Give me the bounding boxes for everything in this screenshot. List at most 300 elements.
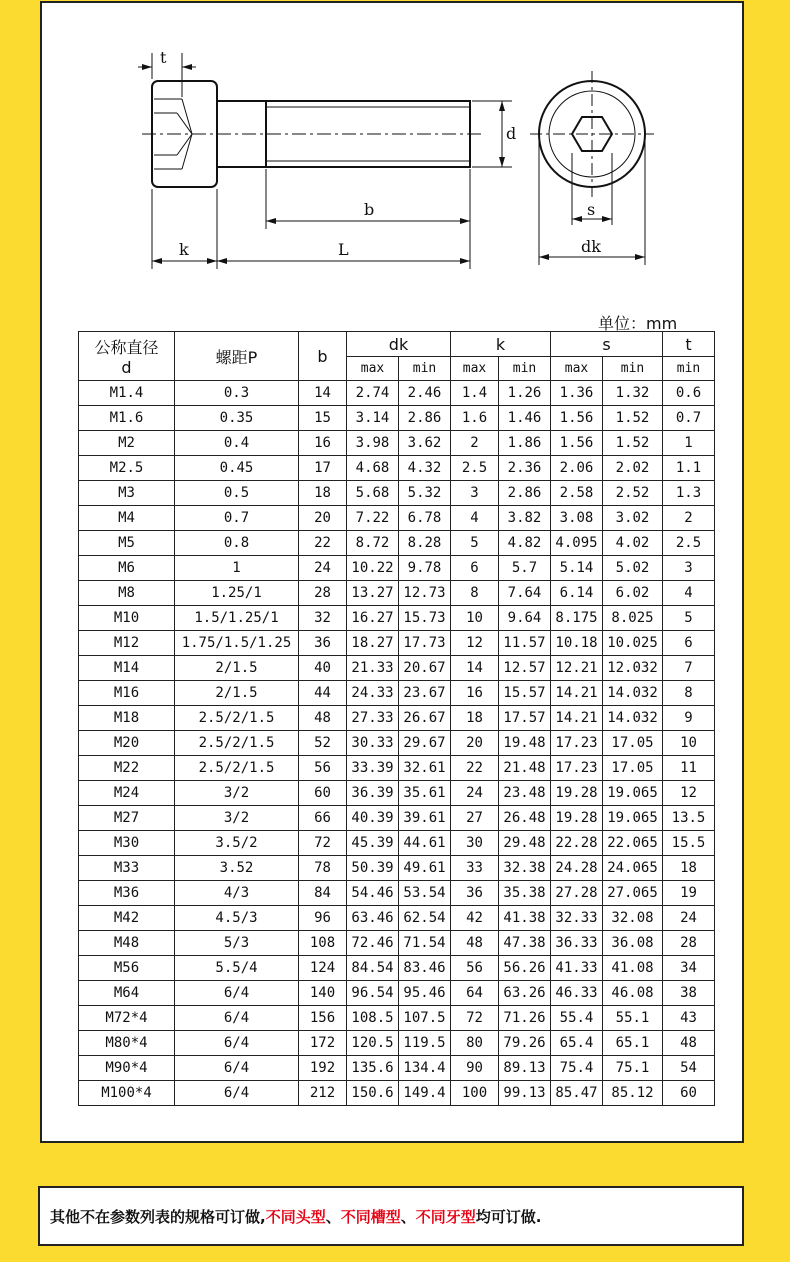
table-cell: 84.54 bbox=[347, 956, 399, 981]
table-row bbox=[79, 781, 715, 806]
table-cell: 47.38 bbox=[499, 931, 551, 956]
table-cell: 72 bbox=[451, 1006, 499, 1031]
table-cell: 18 bbox=[299, 481, 347, 506]
header-t: t bbox=[663, 332, 715, 357]
table-cell: 2.5/2/1.5 bbox=[175, 731, 299, 756]
table-cell: 14.032 bbox=[603, 681, 663, 706]
table-cell: 3.14 bbox=[347, 406, 399, 431]
table-cell: 48 bbox=[663, 1031, 715, 1056]
table-cell: 24.065 bbox=[603, 856, 663, 881]
table-cell: 107.5 bbox=[399, 1006, 451, 1031]
table-cell: 0.7 bbox=[175, 506, 299, 531]
table-cell: 1.52 bbox=[603, 406, 663, 431]
table-cell: 0.5 bbox=[175, 481, 299, 506]
table-cell: 7.64 bbox=[499, 581, 551, 606]
table-cell: 3.52 bbox=[175, 856, 299, 881]
table-cell: 96 bbox=[299, 906, 347, 931]
table-cell: 4 bbox=[663, 581, 715, 606]
table-cell: 26.48 bbox=[499, 806, 551, 831]
table-cell: 1.1 bbox=[663, 456, 715, 481]
table-cell: 19 bbox=[663, 881, 715, 906]
table-cell: 32.61 bbox=[399, 756, 451, 781]
table-cell: 32 bbox=[299, 606, 347, 631]
table-cell: 12.21 bbox=[551, 656, 603, 681]
table-cell: 28 bbox=[299, 581, 347, 606]
table-cell: 60 bbox=[663, 1081, 715, 1106]
footer-text-thread-types: 不同牙型 bbox=[415, 1207, 476, 1226]
table-cell: 54.46 bbox=[347, 881, 399, 906]
table-cell: 1.26 bbox=[499, 381, 551, 406]
table-cell: 83.46 bbox=[399, 956, 451, 981]
table-cell: 15.73 bbox=[399, 606, 451, 631]
header-k-max: max bbox=[451, 357, 499, 381]
footer-text-2: 均可订做. bbox=[475, 1207, 542, 1226]
table-cell: 4.82 bbox=[499, 531, 551, 556]
table-cell: 149.4 bbox=[399, 1081, 451, 1106]
footer-separator-1: 、 bbox=[325, 1207, 341, 1226]
table-cell: 5.32 bbox=[399, 481, 451, 506]
table-cell: 212 bbox=[299, 1081, 347, 1106]
table-cell: 2/1.5 bbox=[175, 656, 299, 681]
table-cell: 75.4 bbox=[551, 1056, 603, 1081]
table-cell: M22 bbox=[79, 756, 175, 781]
table-cell: 4 bbox=[451, 506, 499, 531]
table-cell: 2.5/2/1.5 bbox=[175, 706, 299, 731]
header-d bbox=[79, 332, 175, 381]
table-cell: 15.57 bbox=[499, 681, 551, 706]
table-cell: 40 bbox=[299, 656, 347, 681]
table-cell: 2.74 bbox=[347, 381, 399, 406]
table-cell: M64 bbox=[79, 981, 175, 1006]
header-k-min: min bbox=[499, 357, 551, 381]
table-cell: 56.26 bbox=[499, 956, 551, 981]
table-row bbox=[79, 1056, 715, 1081]
header-s-max: max bbox=[551, 357, 603, 381]
table-cell: 3 bbox=[663, 556, 715, 581]
table-cell: 39.61 bbox=[399, 806, 451, 831]
table-cell: 78 bbox=[299, 856, 347, 881]
table-cell: 33 bbox=[451, 856, 499, 881]
table-cell: 56 bbox=[299, 756, 347, 781]
table-cell: 5 bbox=[451, 531, 499, 556]
table-cell: 14 bbox=[299, 381, 347, 406]
header-pitch: 螺距P bbox=[175, 332, 299, 381]
table-cell: 6/4 bbox=[175, 1031, 299, 1056]
footer-note bbox=[38, 1186, 744, 1246]
table-cell: 4.02 bbox=[603, 531, 663, 556]
table-cell: 134.4 bbox=[399, 1056, 451, 1081]
header-b: b bbox=[299, 332, 347, 381]
table-cell: 22 bbox=[451, 756, 499, 781]
table-cell: 1.6 bbox=[451, 406, 499, 431]
table-cell: 36.08 bbox=[603, 931, 663, 956]
table-cell: M33 bbox=[79, 856, 175, 881]
table-cell: 4.32 bbox=[399, 456, 451, 481]
table-cell: 24 bbox=[663, 906, 715, 931]
table-cell: 2.58 bbox=[551, 481, 603, 506]
footer-text-slot-types: 不同槽型 bbox=[340, 1207, 401, 1226]
table-cell: 32.38 bbox=[499, 856, 551, 881]
footer-separator-2: 、 bbox=[400, 1207, 416, 1226]
table-cell: 19.48 bbox=[499, 731, 551, 756]
table-cell: 7.22 bbox=[347, 506, 399, 531]
table-row bbox=[79, 706, 715, 731]
table-cell: 5.7 bbox=[499, 556, 551, 581]
table-cell: M80*4 bbox=[79, 1031, 175, 1056]
table-row bbox=[79, 881, 715, 906]
table-cell: 0.4 bbox=[175, 431, 299, 456]
table-cell: 3/2 bbox=[175, 781, 299, 806]
table-cell: 9 bbox=[663, 706, 715, 731]
header-dk-max: max bbox=[347, 357, 399, 381]
table-cell: 23.67 bbox=[399, 681, 451, 706]
table-cell: 13.5 bbox=[663, 806, 715, 831]
table-cell: 53.54 bbox=[399, 881, 451, 906]
table-row bbox=[79, 506, 715, 531]
table-cell: 85.47 bbox=[551, 1081, 603, 1106]
spec-table bbox=[78, 331, 715, 1106]
table-cell: 46.33 bbox=[551, 981, 603, 1006]
table-cell: 30.33 bbox=[347, 731, 399, 756]
table-cell: 29.67 bbox=[399, 731, 451, 756]
table-cell: 22 bbox=[299, 531, 347, 556]
table-cell: M5 bbox=[79, 531, 175, 556]
table-cell: 120.5 bbox=[347, 1031, 399, 1056]
table-cell: 6.14 bbox=[551, 581, 603, 606]
table-row bbox=[79, 631, 715, 656]
table-cell: 84 bbox=[299, 881, 347, 906]
table-cell: 108 bbox=[299, 931, 347, 956]
label-b: b bbox=[364, 200, 375, 219]
table-cell: 14 bbox=[451, 656, 499, 681]
table-cell: 100 bbox=[451, 1081, 499, 1106]
table-cell: 21.48 bbox=[499, 756, 551, 781]
table-cell: 2.5 bbox=[663, 531, 715, 556]
table-cell: 13.27 bbox=[347, 581, 399, 606]
label-s: s bbox=[587, 200, 596, 219]
table-cell: 80 bbox=[451, 1031, 499, 1056]
label-k: k bbox=[179, 240, 189, 259]
table-cell: 23.48 bbox=[499, 781, 551, 806]
table-cell: 1.5/1.25/1 bbox=[175, 606, 299, 631]
table-cell: 3/2 bbox=[175, 806, 299, 831]
table-cell: 27 bbox=[451, 806, 499, 831]
table-cell: 1.86 bbox=[499, 431, 551, 456]
table-cell: 50.39 bbox=[347, 856, 399, 881]
table-row bbox=[79, 1031, 715, 1056]
table-cell: 9.64 bbox=[499, 606, 551, 631]
table-cell: 15 bbox=[299, 406, 347, 431]
table-cell: 17.23 bbox=[551, 756, 603, 781]
table-row bbox=[79, 981, 715, 1006]
table-row bbox=[79, 956, 715, 981]
table-cell: M1.6 bbox=[79, 406, 175, 431]
table-cell: 44.61 bbox=[399, 831, 451, 856]
table-cell: 99.13 bbox=[499, 1081, 551, 1106]
table-cell: 0.35 bbox=[175, 406, 299, 431]
table-cell: 36.39 bbox=[347, 781, 399, 806]
table-cell: 8.025 bbox=[603, 606, 663, 631]
header-s-min: min bbox=[603, 357, 663, 381]
table-cell: 54 bbox=[663, 1056, 715, 1081]
table-row bbox=[79, 806, 715, 831]
table-cell: 17.05 bbox=[603, 731, 663, 756]
table-cell: 3.02 bbox=[603, 506, 663, 531]
header-d-bottom: d bbox=[121, 358, 132, 377]
table-cell: 8.72 bbox=[347, 531, 399, 556]
table-cell: 64 bbox=[451, 981, 499, 1006]
table-cell: 17.57 bbox=[499, 706, 551, 731]
table-cell: 41.08 bbox=[603, 956, 663, 981]
table-cell: 19.28 bbox=[551, 806, 603, 831]
table-cell: M24 bbox=[79, 781, 175, 806]
table-cell: 1 bbox=[663, 431, 715, 456]
table-cell: 41.38 bbox=[499, 906, 551, 931]
table-cell: 29.48 bbox=[499, 831, 551, 856]
table-cell: 12.57 bbox=[499, 656, 551, 681]
table-row bbox=[79, 481, 715, 506]
table-row bbox=[79, 731, 715, 756]
table-cell: M8 bbox=[79, 581, 175, 606]
table-cell: M16 bbox=[79, 681, 175, 706]
table-cell: 0.7 bbox=[663, 406, 715, 431]
table-cell: 45.39 bbox=[347, 831, 399, 856]
table-cell: 5.14 bbox=[551, 556, 603, 581]
table-cell: M12 bbox=[79, 631, 175, 656]
table-cell: 2.06 bbox=[551, 456, 603, 481]
table-cell: 1.56 bbox=[551, 406, 603, 431]
table-cell: 44 bbox=[299, 681, 347, 706]
table-cell: 35.38 bbox=[499, 881, 551, 906]
table-cell: 16 bbox=[299, 431, 347, 456]
table-cell: 1.36 bbox=[551, 381, 603, 406]
table-cell: 2 bbox=[663, 506, 715, 531]
table-cell: 8 bbox=[451, 581, 499, 606]
header-t-min: min bbox=[663, 357, 715, 381]
table-cell: 12 bbox=[663, 781, 715, 806]
table-cell: 150.6 bbox=[347, 1081, 399, 1106]
table-cell: 46.08 bbox=[603, 981, 663, 1006]
table-cell: M10 bbox=[79, 606, 175, 631]
table-cell: 14.032 bbox=[603, 706, 663, 731]
table-cell: 3 bbox=[451, 481, 499, 506]
table-cell: 19.065 bbox=[603, 781, 663, 806]
table-cell: 4.5/3 bbox=[175, 906, 299, 931]
table-cell: 1.4 bbox=[451, 381, 499, 406]
table-cell: M42 bbox=[79, 906, 175, 931]
header-dk-min: min bbox=[399, 357, 451, 381]
table-row bbox=[79, 1081, 715, 1106]
table-cell: 1.32 bbox=[603, 381, 663, 406]
table-cell: 172 bbox=[299, 1031, 347, 1056]
table-cell: 10.025 bbox=[603, 631, 663, 656]
table-cell: 79.26 bbox=[499, 1031, 551, 1056]
table-cell: 34 bbox=[663, 956, 715, 981]
table-cell: 6/4 bbox=[175, 1081, 299, 1106]
table-cell: 6.02 bbox=[603, 581, 663, 606]
table-cell: 48 bbox=[451, 931, 499, 956]
table-cell: 21.33 bbox=[347, 656, 399, 681]
table-cell: 10 bbox=[451, 606, 499, 631]
table-cell: 2.5 bbox=[451, 456, 499, 481]
table-cell: 32.33 bbox=[551, 906, 603, 931]
table-cell: 42 bbox=[451, 906, 499, 931]
table-cell: 3.5/2 bbox=[175, 831, 299, 856]
table-cell: 2/1.5 bbox=[175, 681, 299, 706]
table-cell: M2 bbox=[79, 431, 175, 456]
table-cell: 0.45 bbox=[175, 456, 299, 481]
table-cell: 3.08 bbox=[551, 506, 603, 531]
table-row bbox=[79, 456, 715, 481]
table-cell: 43 bbox=[663, 1006, 715, 1031]
table-cell: 6.78 bbox=[399, 506, 451, 531]
table-cell: 95.46 bbox=[399, 981, 451, 1006]
table-cell: 17.73 bbox=[399, 631, 451, 656]
bolt-drawing bbox=[42, 3, 742, 303]
table-cell: 27.065 bbox=[603, 881, 663, 906]
table-cell: 1 bbox=[175, 556, 299, 581]
table-cell: 96.54 bbox=[347, 981, 399, 1006]
table-cell: 22.065 bbox=[603, 831, 663, 856]
table-cell: 19.065 bbox=[603, 806, 663, 831]
table-cell: 63.46 bbox=[347, 906, 399, 931]
table-cell: 62.54 bbox=[399, 906, 451, 931]
table-cell: 60 bbox=[299, 781, 347, 806]
table-cell: 7 bbox=[663, 656, 715, 681]
table-cell: 49.61 bbox=[399, 856, 451, 881]
table-cell: M30 bbox=[79, 831, 175, 856]
table-cell: 3.98 bbox=[347, 431, 399, 456]
table-cell: 12 bbox=[451, 631, 499, 656]
table-cell: 119.5 bbox=[399, 1031, 451, 1056]
table-cell: 2.5/2/1.5 bbox=[175, 756, 299, 781]
table-cell: 32.08 bbox=[603, 906, 663, 931]
label-L: L bbox=[338, 240, 349, 259]
table-cell: 6/4 bbox=[175, 1056, 299, 1081]
table-cell: M4 bbox=[79, 506, 175, 531]
table-cell: 24.33 bbox=[347, 681, 399, 706]
table-row bbox=[79, 831, 715, 856]
header-dk: dk bbox=[347, 332, 451, 357]
table-cell: 72.46 bbox=[347, 931, 399, 956]
table-cell: 63.26 bbox=[499, 981, 551, 1006]
table-cell: M6 bbox=[79, 556, 175, 581]
table-cell: 192 bbox=[299, 1056, 347, 1081]
table-cell: 20 bbox=[299, 506, 347, 531]
table-cell: 0.8 bbox=[175, 531, 299, 556]
table-cell: 55.1 bbox=[603, 1006, 663, 1031]
table-cell: 12.73 bbox=[399, 581, 451, 606]
table-cell: 14.21 bbox=[551, 681, 603, 706]
table-cell: 6/4 bbox=[175, 1006, 299, 1031]
table-cell: 71.26 bbox=[499, 1006, 551, 1031]
table-cell: 5.68 bbox=[347, 481, 399, 506]
table-cell: 0.3 bbox=[175, 381, 299, 406]
table-cell: 1.75/1.5/1.25 bbox=[175, 631, 299, 656]
table-cell: 6 bbox=[451, 556, 499, 581]
label-t: t bbox=[160, 48, 167, 67]
table-cell: 2.36 bbox=[499, 456, 551, 481]
table-cell: 38 bbox=[663, 981, 715, 1006]
table-cell: 10 bbox=[663, 731, 715, 756]
table-cell: 124 bbox=[299, 956, 347, 981]
header-s: s bbox=[551, 332, 663, 357]
table-cell: 9.78 bbox=[399, 556, 451, 581]
table-cell: 156 bbox=[299, 1006, 347, 1031]
table-cell: 5.02 bbox=[603, 556, 663, 581]
table-cell: 52 bbox=[299, 731, 347, 756]
table-cell: M1.4 bbox=[79, 381, 175, 406]
table-cell: 55.4 bbox=[551, 1006, 603, 1031]
table-row bbox=[79, 606, 715, 631]
table-row bbox=[79, 431, 715, 456]
table-cell: M27 bbox=[79, 806, 175, 831]
table-cell: 2.46 bbox=[399, 381, 451, 406]
spec-table-body bbox=[79, 381, 715, 1106]
table-cell: 4.095 bbox=[551, 531, 603, 556]
table-cell: 10.18 bbox=[551, 631, 603, 656]
footer-text-1: 其他不在参数列表的规格可订做, bbox=[50, 1207, 266, 1226]
table-cell: 33.39 bbox=[347, 756, 399, 781]
label-dk: dk bbox=[581, 237, 601, 256]
table-cell: 17.05 bbox=[603, 756, 663, 781]
table-cell: 14.21 bbox=[551, 706, 603, 731]
table-cell: 12.032 bbox=[603, 656, 663, 681]
table-cell: 135.6 bbox=[347, 1056, 399, 1081]
table-cell: 2.86 bbox=[399, 406, 451, 431]
table-cell: 89.13 bbox=[499, 1056, 551, 1081]
table-cell: 36 bbox=[299, 631, 347, 656]
table-cell: 5 bbox=[663, 606, 715, 631]
table-cell: 5.5/4 bbox=[175, 956, 299, 981]
table-cell: 36.33 bbox=[551, 931, 603, 956]
table-cell: 26.67 bbox=[399, 706, 451, 731]
table-row bbox=[79, 406, 715, 431]
table-cell: M36 bbox=[79, 881, 175, 906]
table-cell: 66 bbox=[299, 806, 347, 831]
table-cell: 16.27 bbox=[347, 606, 399, 631]
table-cell: 48 bbox=[299, 706, 347, 731]
table-cell: 17 bbox=[299, 456, 347, 481]
table-cell: 18 bbox=[451, 706, 499, 731]
header-k: k bbox=[451, 332, 551, 357]
table-cell: 40.39 bbox=[347, 806, 399, 831]
table-cell: M90*4 bbox=[79, 1056, 175, 1081]
table-cell: 41.33 bbox=[551, 956, 603, 981]
table-cell: 72 bbox=[299, 831, 347, 856]
table-cell: 3.62 bbox=[399, 431, 451, 456]
table-cell: M100*4 bbox=[79, 1081, 175, 1106]
table-cell: M3 bbox=[79, 481, 175, 506]
table-cell: 24 bbox=[451, 781, 499, 806]
table-row bbox=[79, 556, 715, 581]
unit-label: 单位：mm bbox=[598, 314, 678, 333]
table-cell: 35.61 bbox=[399, 781, 451, 806]
table-cell: M14 bbox=[79, 656, 175, 681]
table-row bbox=[79, 381, 715, 406]
table-cell: 4.68 bbox=[347, 456, 399, 481]
table-cell: 71.54 bbox=[399, 931, 451, 956]
table-cell: 75.1 bbox=[603, 1056, 663, 1081]
table-cell: 24 bbox=[299, 556, 347, 581]
table-cell: 19.28 bbox=[551, 781, 603, 806]
table-cell: 18.27 bbox=[347, 631, 399, 656]
table-cell: M18 bbox=[79, 706, 175, 731]
table-cell: 27.28 bbox=[551, 881, 603, 906]
table-cell: 108.5 bbox=[347, 1006, 399, 1031]
table-cell: 11.57 bbox=[499, 631, 551, 656]
table-cell: M2.5 bbox=[79, 456, 175, 481]
